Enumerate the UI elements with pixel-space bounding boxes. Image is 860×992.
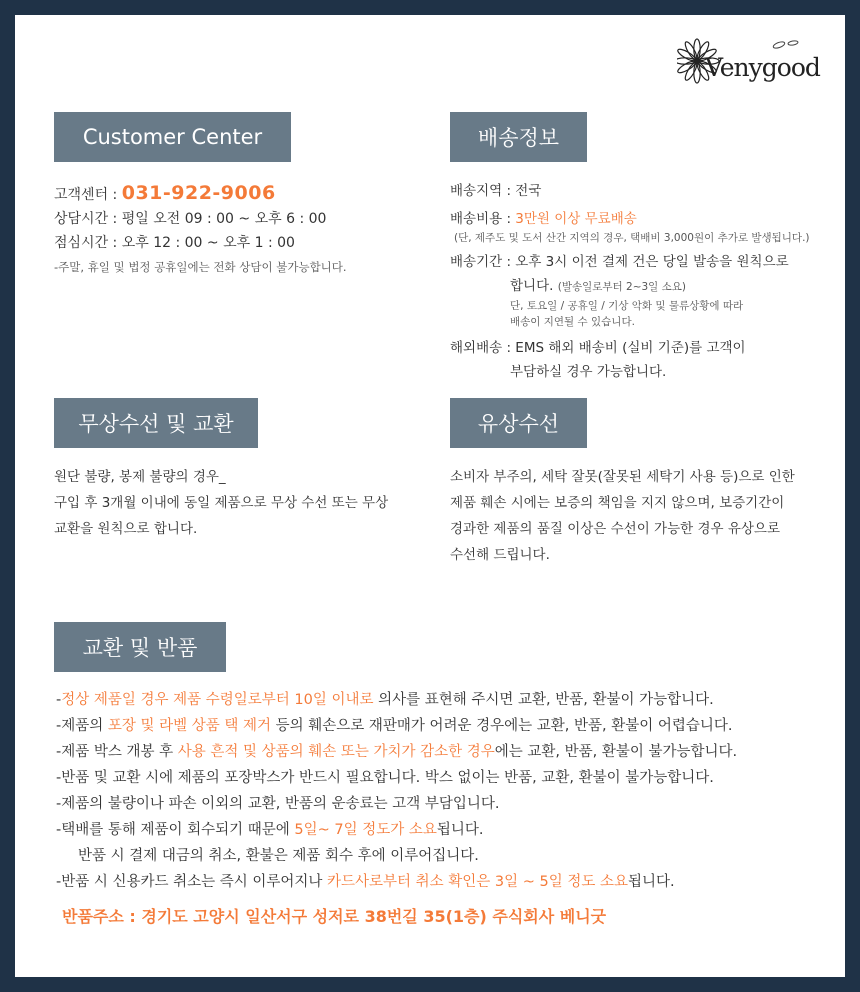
returns-header — [54, 622, 226, 672]
returns-item-3-prefix: -제품 박스 개봉 후 — [56, 744, 178, 760]
free-repair-header — [54, 398, 258, 448]
shipping-period-note3: 배송이 지연될 수 있습니다. — [510, 316, 635, 328]
free-repair-title: 무상수선 및 교환 — [78, 412, 234, 436]
returns-item-3-highlight: 사용 흔적 및 상품의 훼손 또는 가치가 감소한 경우 — [177, 744, 495, 760]
returns-title: 교환 및 반품 — [82, 636, 198, 660]
returns-item-1-prefix: - — [56, 692, 62, 708]
shipping-period-note1: (발송일로부터 2~3일 소요) — [557, 281, 687, 293]
returns-item-6-prefix: -택배를 통해 제품이 회수되기 때문에 — [56, 822, 295, 838]
returns-item-2 — [56, 713, 737, 739]
returns-item-8-highlight: 카드사로부터 취소 확인은 3일 ~ 5일 정도 소요 — [327, 874, 628, 890]
shipping-area: 배송지역 : 전국 — [450, 183, 542, 199]
shipping-title: 배송정보 — [477, 126, 560, 150]
returns-item-1-suffix: 의사를 표현해 주시면 교환, 반품, 환불이 가능합니다. — [373, 692, 714, 708]
returns-item-6-suffix: 됩니다. — [436, 822, 484, 838]
shipping-period-line2 — [450, 274, 810, 298]
shipping-cost-label: 배송비용 : — [450, 211, 516, 227]
paid-repair-line1: 소비자 부주의, 세탁 잘못(잘못된 세탁기 사용 등)으로 인한 — [450, 469, 795, 485]
customer-center-info — [54, 181, 347, 279]
free-repair-line3: 교환을 원칙으로 합니다. — [54, 521, 198, 537]
returns-item-3-suffix: 에는 교환, 반품, 환불이 불가능합니다. — [494, 744, 738, 760]
free-repair-line1: 원단 불량, 봉제 불량의 경우_ — [54, 469, 226, 485]
returns-item-2-suffix: 등의 훼손으로 재판매가 어려운 경우에는 교환, 반품, 환불이 어렵습니다. — [271, 718, 733, 734]
returns-item-7: 반품 시 결제 대금의 취소, 환불은 제품 회수 후에 이루어집니다. — [78, 848, 479, 864]
lunch-row: 점심시간 : 오후 12 : 00 ~ 오후 1 : 00 — [54, 235, 295, 251]
paid-repair-line3: 경과한 제품의 품질 이상은 수선이 가능한 경우 유상으로 — [450, 521, 780, 537]
brand-logo — [677, 35, 827, 95]
phone-label: 고객센터 : — [54, 187, 122, 203]
shipping-cost-note: (단, 제주도 및 도서 산간 지역의 경우, 택배비 3,000원이 추가로 발생됩니다.) — [454, 232, 810, 244]
returns-item-8 — [56, 869, 737, 895]
returns-item-2-highlight: 포장 및 라벨 상품 택 제거 — [107, 718, 271, 734]
returns-item-6 — [56, 817, 737, 843]
shipping-period-line1: 배송기간 : 오후 3시 이전 결제 건은 당일 발송을 원칙으로 — [450, 254, 789, 270]
overseas-line2: 부담하실 경우 가능합니다. — [510, 364, 667, 380]
returns-item-1-highlight: 정상 제품일 경우 제품 수령일로부터 10일 이내로 — [61, 692, 374, 708]
returns-item-2-prefix: -제품의 — [56, 718, 108, 734]
overseas-line1: 해외배송 : EMS 해외 배송비 (실비 기준)를 고객이 — [450, 340, 746, 356]
returns-item-5: -제품의 불량이나 파손 이외의 교환, 반품의 운송료는 고객 부담입니다. — [56, 796, 500, 812]
info-page — [15, 15, 845, 977]
returns-item-8-prefix: -반품 시 신용카드 취소는 즉시 이루어지나 — [56, 874, 328, 890]
returns-item-6-highlight: 5일~ 7일 정도가 소요 — [294, 822, 437, 838]
paid-repair-line2: 제품 훼손 시에는 보증의 책임을 지지 않으며, 보증기간이 — [450, 495, 785, 511]
customer-center-header — [54, 112, 291, 162]
brand-name: Venygood — [705, 53, 820, 82]
returns-list — [56, 687, 737, 895]
shipping-info — [450, 178, 810, 384]
free-repair-line2: 구입 후 3개월 이내에 동일 제품으로 무상 수선 또는 무상 — [54, 495, 389, 511]
free-repair-info — [54, 464, 388, 542]
holiday-note: -주말, 휴일 및 법정 공휴일에는 전화 상담이 불가능합니다. — [54, 260, 347, 274]
shipping-cost — [450, 208, 810, 230]
paid-repair-title: 유상수선 — [477, 412, 560, 436]
shipping-cost-value: 3만원 이상 무료배송 — [515, 211, 637, 227]
shipping-period-note2: 단, 토요일 / 공휴일 / 기상 악화 및 물류상황에 따라 — [510, 300, 744, 312]
phone-row — [54, 181, 347, 207]
return-address: 반품주소 : 경기도 고양시 일산서구 성저로 38번길 35(1층) 주식회사 베니굿 — [62, 907, 607, 926]
shipping-period-text: 합니다. — [510, 278, 554, 294]
shipping-header — [450, 112, 587, 162]
returns-item-3 — [56, 739, 737, 765]
returns-item-1 — [56, 687, 737, 713]
phone-number[interactable]: 031-922-9006 — [121, 182, 276, 204]
returns-item-4: -반품 및 교환 시에 제품의 포장박스가 반드시 필요합니다. 박스 없이는 반품, 교환, 환불이 불가능합니다. — [56, 770, 714, 786]
customer-center-title: Customer Center — [82, 125, 263, 149]
paid-repair-line4: 수선해 드립니다. — [450, 547, 550, 563]
hours-row: 상담시간 : 평일 오전 09 : 00 ~ 오후 6 : 00 — [54, 211, 327, 227]
paid-repair-info — [450, 464, 795, 568]
paid-repair-header — [450, 398, 587, 448]
returns-item-8-suffix: 됩니다. — [628, 874, 675, 890]
petal-decor-icon — [769, 37, 809, 53]
